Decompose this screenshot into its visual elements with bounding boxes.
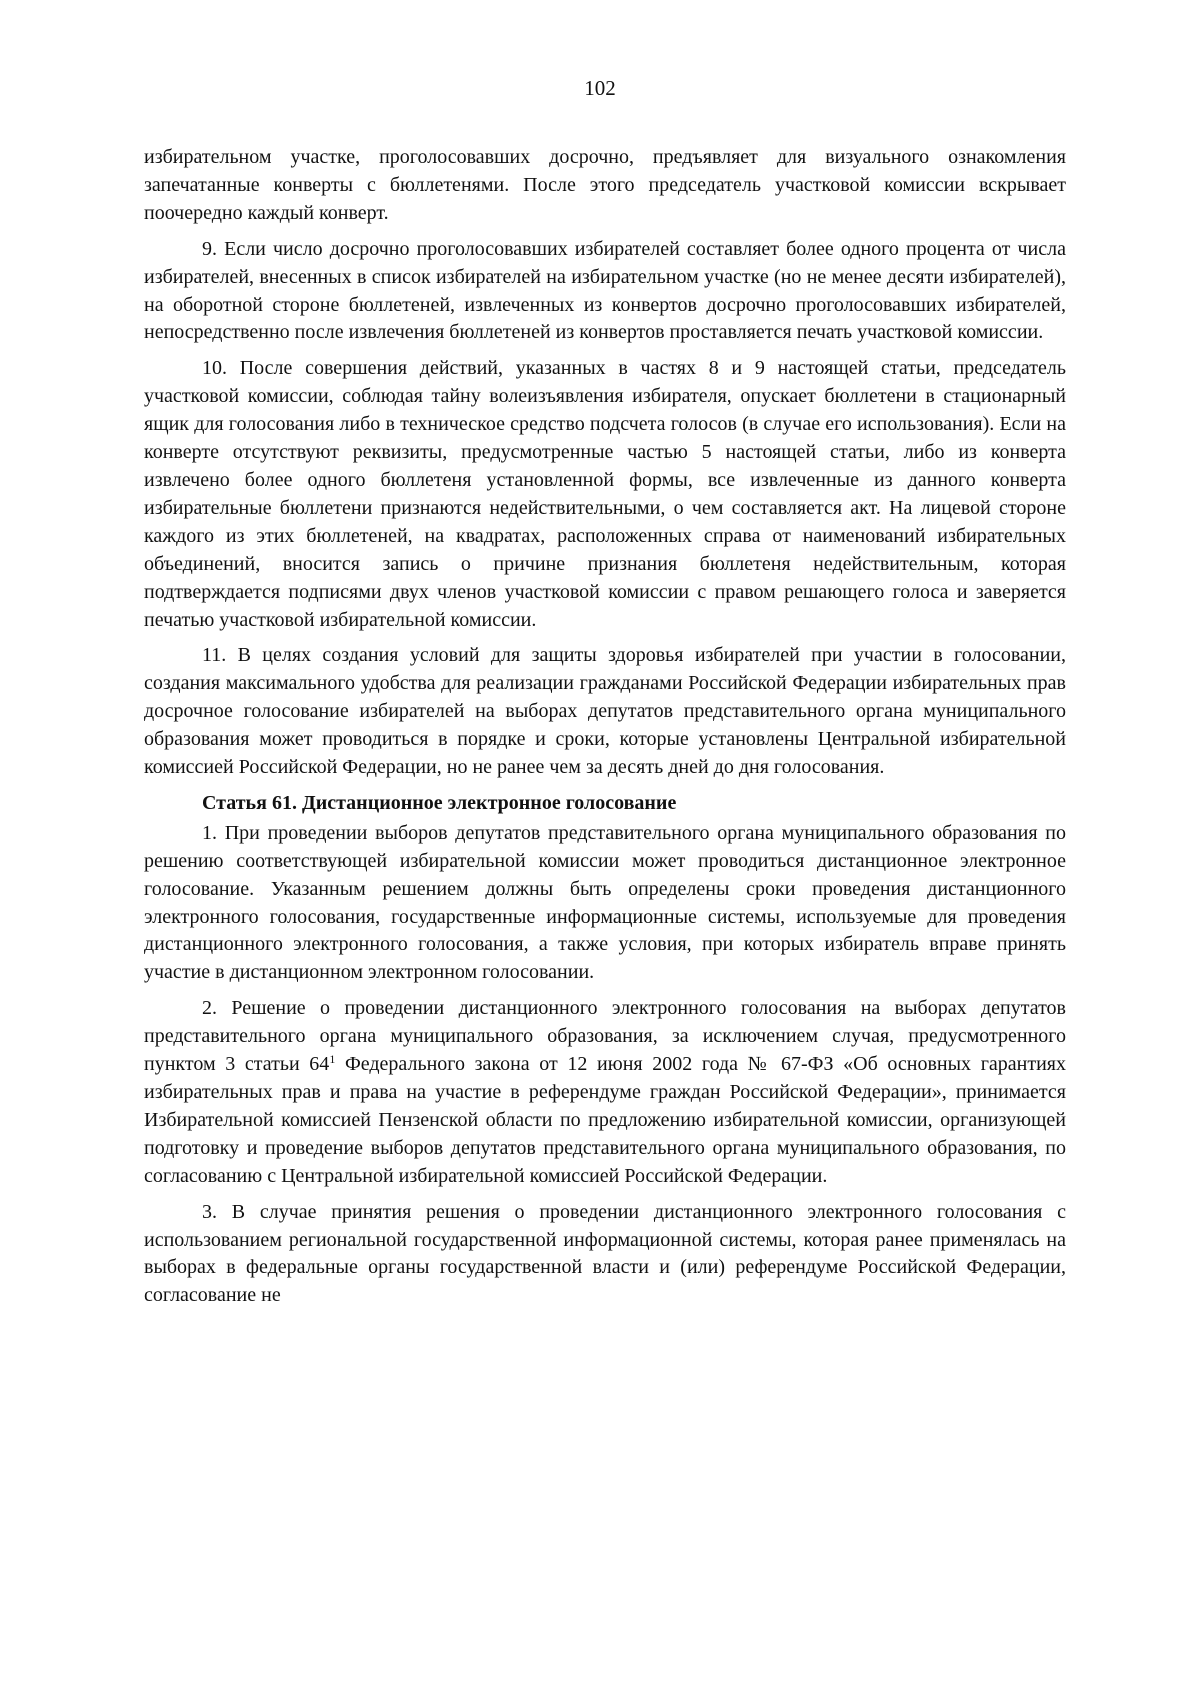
article-paragraph-2	[144, 995, 1066, 1190]
paragraph-part-11: 11. В целях создания условий для защиты здоровья избирателей при участии в голосовании, создания максимального удобства для реализации гражданами Российской Федерации избирательных прав досрочное голосование избирателей на выборах депутатов представительного органа муниципального образования может проводиться в порядке и сроки, которые установлены Центральной избирательной комиссией Российской Федерации, но не ранее чем за десять дней до дня голосования.	[144, 644, 1066, 779]
page-number: 102	[584, 76, 616, 100]
paragraph-part-10: 10. После совершения действий, указанных в частях 8 и 9 настоящей статьи, председатель участковой комиссии, соблюдая тайну волеизъявления избирателя, опускает бюллетени в стационарный ящик для голосования либо в техническое средство подсчета голосов (в случае его использования). Если на конверте отсутствуют реквизиты, предусмотренные частью 5 настоящей статьи, либо из конверта извлечено более одного бюллетеня установленной формы, все извлеченные из данного конверта избирательные бюллетени признаются недействительными, о чем составляется акт. На лицевой стороне каждого из этих бюллетеней, на квадратах, расположенных справа от наименований избирательных объединений, вносится запись о причине признания бюллетеня недействительным, которая подтверждается подписями двух членов участковой комиссии с правом решающего голоса и заверяется печатью участковой избирательной комиссии.	[144, 357, 1066, 631]
article-paragraph-2-text-after: Федерального закона от 12 июня 2002 года № 67-ФЗ «Об основных гарантиях избирательных прав и права на участие в референдуме граждан Российской Федерации», принимается Избирательной комиссией Пензенской области по предложению избирательной комиссии, организующей подготовку и проведение выборов депутатов представительного органа муниципального образования, по согласованию с Центральной избирательной комиссией Российской Федерации.	[144, 1053, 1066, 1187]
article-paragraph-3: 3. В случае принятия решения о проведении дистанционного электронного голосования с использованием региональной государственной информационной системы, которая ранее применялась на выборах в федеральные органы государственной власти и (или) референдуме Российской Федерации, согласование не	[144, 1200, 1066, 1307]
article-paragraph-1: 1. При проведении выборов депутатов представительного органа муниципального образования по решению соответствующей избирательной комиссии может проводиться дистанционное электронное голосование. Указанным решением должны быть определены сроки проведения дистанционного электронного голосования, государственные информационные системы, используемые для проведения дистанционного электронного голосования, а также условия, при которых избиратель вправе принять участие в дистанционном электронном голосовании.	[144, 821, 1066, 984]
article-paragraph-2-superscript: 1	[329, 1052, 336, 1067]
paragraph-continuation: избирательном участке, проголосовавших досрочно, предъявляет для визуального ознакомления запечатанные конверты с бюллетенями. После этого председатель участковой комиссии вскрывает поочередно каждый конверт.	[144, 146, 1066, 224]
article-paragraph-2-text-before: 2. Решение о проведении дистанционного электронного голосования на выборах депутатов представительного органа муниципального образования, за исключением случая, предусмотренного пунктом 3 статьи 64	[144, 997, 1066, 1076]
document-body	[144, 144, 1066, 1318]
article-heading: Статья 61. Дистанционное электронное голосование	[202, 791, 677, 814]
paragraph-part-9: 9. Если число досрочно проголосовавших избирателей составляет более одного процента от числа избирателей, внесенных в список избирателей на избирательном участке (но не менее десяти избирателей), на оборотной стороне бюллетеней, извлеченных из конвертов досрочно проголосовавших избирателей, непосредственно после извлечения бюллетеней из конвертов проставляется печать участковой комиссии.	[144, 237, 1066, 344]
